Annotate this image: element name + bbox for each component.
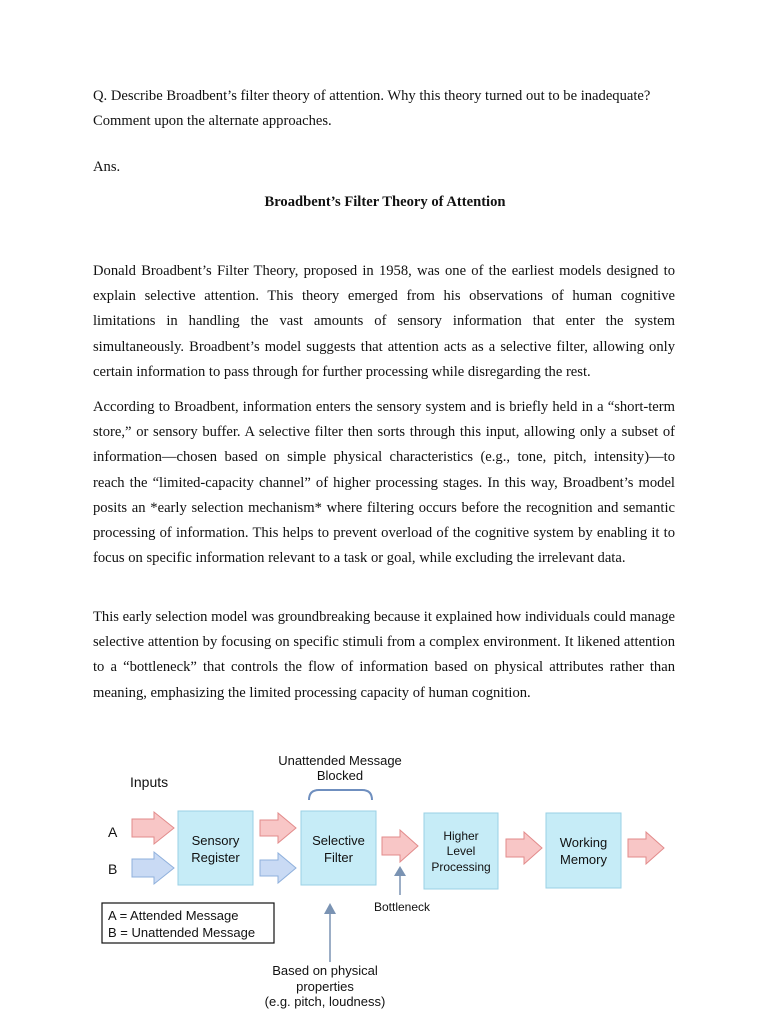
question-text: Q. Describe Broadbent’s filter theory of attention. Why this theory turned out to be inadequate? Comment upon the alternate approaches. (93, 88, 651, 129)
arrow-to-memory-icon (506, 832, 542, 864)
bottleneck-label: Bottleneck (373, 900, 431, 914)
unattended-label-line1: Unattended Message (278, 753, 402, 768)
arrow-to-higher-icon (382, 830, 418, 862)
section-heading: Broadbent’s Filter Theory of Attention (264, 194, 506, 210)
paragraph-mechanism: According to Broadbent, information enters the sensory system and is briefly held in a “short-term store,” or sensory buffer. A selective filter then sorts through this input, allowing only a subset of information—chosen based on simple physical characteristics (e.g., tone, pitch, intensity)—to reach the “limited-capacity channel” of higher processing stages. In this way, Broadbent’s model posits an *early selection mechanism* where filtering occurs before the recognition and semantic processing of information. This helps to prevent overload of the cognitive system by enabling it to focus on specific information relevant to a task or goal, while excluding the irrelevant data. (93, 399, 675, 567)
sensory-register-line1: Sensory (191, 833, 240, 848)
higher-processing-line2: Level (446, 844, 476, 858)
physical-line2: properties (296, 979, 354, 994)
arrow-input-a-icon (132, 812, 174, 844)
paragraph-intro: Donald Broadbent’s Filter Theory, proposed in 1958, was one of the earliest models designed to explain selective attention. This theory emerged from his observations of human cognitive limitations in handling the vast amounts of sensory information that enter the system simultaneously. Broadbent’s model suggests that attention acts as a selective filter, allowing only certain information to pass through for further processing while disregarding the rest. (93, 263, 675, 380)
working-memory-line1: Working (559, 835, 608, 850)
answer-label: Ans. (93, 159, 121, 175)
blocked-bracket (309, 790, 372, 800)
filter-model-diagram (90, 740, 690, 1020)
arrow-input-b-icon (132, 852, 174, 884)
input-a-label: A (108, 824, 118, 840)
input-b-label: B (108, 861, 118, 877)
paragraph-significance: This early selection model was groundbreaking because it explained how individuals could manage selective attention by focusing on specific stimuli from a complex environment. It likened attention to a “bottleneck” that controls the flow of information based on physical attributes rather than meaning, emphasizing the limited processing capacity of human cognition. (93, 609, 675, 701)
unattended-label-line2: Blocked (316, 768, 364, 783)
legend-b: B = Unattended Message (108, 925, 256, 940)
legend-a: A = Attended Message (108, 908, 239, 923)
arrow-output-icon (628, 832, 664, 864)
selective-filter-line1: Selective (312, 833, 365, 848)
physical-line1: Based on physical (272, 963, 378, 978)
inputs-label: Inputs (130, 774, 169, 790)
arrow-to-filter-a-icon (260, 813, 296, 843)
selective-filter-box (301, 811, 376, 885)
working-memory-line2: Memory (560, 852, 607, 867)
physical-line3: (e.g. pitch, loudness) (264, 994, 386, 1009)
bottleneck-arrowhead-icon (394, 866, 406, 876)
sensory-register-box (178, 811, 253, 885)
higher-processing-line3: Processing (431, 860, 491, 874)
arrow-to-filter-b-icon (260, 853, 296, 883)
higher-processing-line1: Higher (443, 829, 479, 843)
selective-filter-line2: Filter (324, 850, 353, 865)
working-memory-box (546, 813, 621, 888)
sensory-register-line2: Register (191, 850, 240, 865)
physical-arrowhead-icon (324, 903, 336, 914)
